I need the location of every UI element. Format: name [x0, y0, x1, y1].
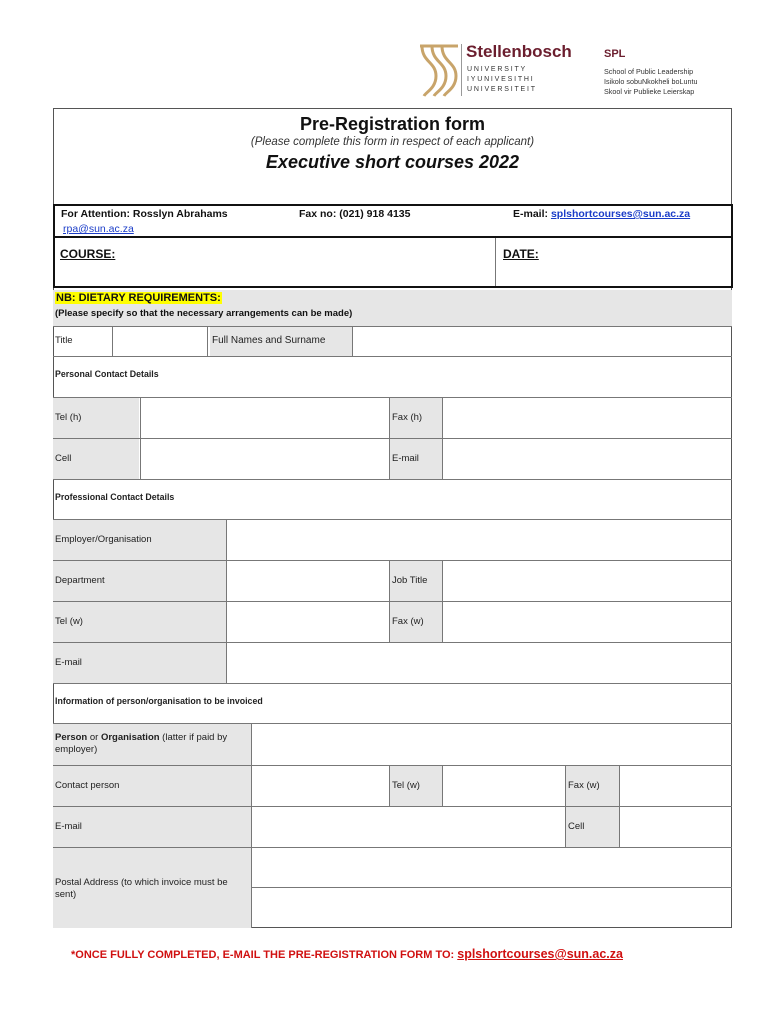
inv-fax-w-input[interactable]	[620, 766, 732, 806]
stellenbosch-crest-icon	[418, 42, 460, 98]
school-line-1: School of Public Leadership	[604, 67, 694, 76]
postal-label: Postal Address (to which invoice must be sent)	[53, 848, 251, 928]
attention-email-link[interactable]: rpa@sun.ac.za	[63, 223, 134, 235]
title-label: Title	[55, 335, 73, 346]
email-w-label: E-mail	[53, 643, 226, 683]
school-line-3: Skool vir Publieke Leierskap	[604, 87, 695, 96]
person-org-label	[53, 724, 251, 765]
org-bold: Organisation	[100, 732, 160, 743]
cell-label: Cell	[53, 439, 139, 479]
inv-cell-label: Cell	[565, 807, 620, 847]
fax-number: Fax no: (021) 918 4135	[299, 208, 411, 220]
person-org-input[interactable]	[251, 724, 732, 765]
form-title: Pre-Registration form	[299, 114, 486, 134]
fax-w-label: Fax (w)	[389, 602, 443, 642]
course-label: COURSE:	[60, 247, 116, 261]
tel-w-label: Tel (w)	[53, 602, 226, 642]
cell-input[interactable]	[140, 439, 389, 479]
course-heading: Executive short courses 2022	[265, 152, 520, 172]
department-label: Department	[53, 561, 226, 601]
dietary-note: (Please specify so that the necessary arrangements can be made)	[55, 308, 353, 319]
fax-h-input[interactable]	[443, 398, 732, 438]
job-title-label: Job Title	[389, 561, 443, 601]
employer-input[interactable]	[226, 520, 732, 560]
footer-text: *ONCE FULLY COMPLETED, E-MAIL THE PRE-REGISTRATION FORM TO:	[71, 949, 458, 961]
email-link[interactable]: splshortcourses@sun.ac.za	[550, 208, 691, 220]
inv-email-input[interactable]	[251, 807, 565, 847]
latter-text: (latter if paid by employer)	[55, 732, 228, 755]
university-name: Stellenbosch	[466, 42, 572, 61]
email-h-input[interactable]	[443, 439, 732, 479]
postal-input-line-1[interactable]	[251, 848, 732, 888]
footer-email-link[interactable]: splshortcourses@sun.ac.za	[457, 947, 623, 961]
school-abbreviation: SPL	[604, 48, 626, 60]
personal-header: Personal Contact Details	[55, 369, 159, 379]
inv-email-label: E-mail	[53, 807, 251, 847]
employer-label: Employer/Organisation	[53, 520, 226, 560]
full-names-label: Full Names and Surname	[210, 327, 352, 356]
inv-cell-input[interactable]	[620, 807, 732, 847]
footer-instruction	[71, 947, 623, 961]
email-label: E-mail:	[513, 208, 549, 220]
person-bold: Person	[55, 732, 88, 743]
date-label: DATE:	[503, 247, 539, 261]
job-title-input[interactable]	[443, 561, 732, 601]
fax-w-input[interactable]	[443, 602, 732, 642]
university-line-2: IYUNIVESITHI	[467, 76, 535, 83]
inv-fax-w-label: Fax (w)	[565, 766, 620, 806]
email-h-label: E-mail	[389, 439, 443, 479]
or-text: or	[87, 732, 101, 743]
postal-input-line-2[interactable]	[251, 888, 732, 928]
title-input[interactable]	[112, 327, 208, 356]
department-input[interactable]	[226, 561, 389, 601]
form-subtitle: (Please complete this form in respect of each applicant)	[250, 136, 535, 148]
tel-w-input[interactable]	[226, 602, 389, 642]
contact-person-label: Contact person	[53, 766, 251, 806]
email-w-input[interactable]	[226, 643, 732, 683]
fax-h-label: Fax (h)	[389, 398, 443, 438]
full-names-input[interactable]	[352, 327, 732, 356]
inv-tel-w-input[interactable]	[443, 766, 565, 806]
tel-h-input[interactable]	[140, 398, 389, 438]
dietary-label: NB: DIETARY REQUIREMENTS:	[56, 292, 221, 304]
attention-name: For Attention: Rosslyn Abrahams	[61, 208, 228, 220]
university-line-1: UNIVERSITY	[467, 66, 528, 73]
professional-header: Professional Contact Details	[55, 492, 175, 502]
email-line	[513, 208, 690, 220]
contact-person-input[interactable]	[251, 766, 389, 806]
inv-tel-w-label: Tel (w)	[389, 766, 443, 806]
course-input[interactable]	[122, 244, 490, 282]
tel-h-label: Tel (h)	[53, 398, 139, 438]
date-input[interactable]	[545, 244, 725, 282]
university-line-3: UNIVERSITEIT	[467, 86, 537, 93]
invoice-header: Information of person/organisation to be invoiced	[55, 696, 263, 706]
school-line-2: Isikolo sobuNkokheli boLuntu	[604, 77, 698, 86]
